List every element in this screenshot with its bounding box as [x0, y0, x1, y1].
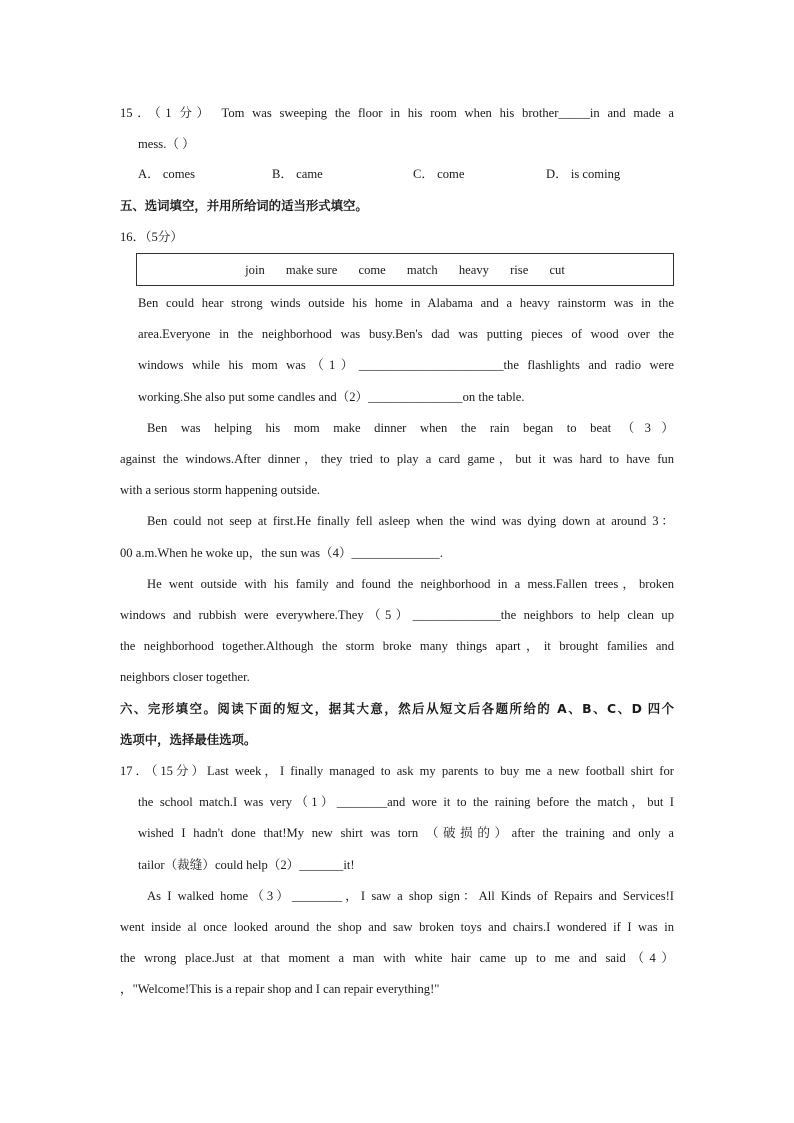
q16-passage-line: windows while his mom was（1）_______________________the flashlights and radio were [138, 358, 674, 372]
q16-passage-line: against the windows.After dinner，they tried to play a card game，but it was hard to have fun [120, 452, 674, 466]
word-bank-item: join [245, 263, 265, 277]
q16-passage-line: windows and rubbish were everywhere.They（5）______________the neighbors to help clean up [120, 608, 674, 622]
word-bank-box [136, 253, 674, 286]
q17-passage-line: the school match.I was very（1）________and wore it to the raining before the match，but I [138, 795, 674, 809]
q16-passage-line: Ben was helping his mom make dinner when the rain began to beat（3） [147, 421, 674, 435]
section-6-heading-line-2: 选项中，选择最佳选项。 [120, 732, 257, 747]
q16-passage-line: working.She also put some candles and（2）_______________on the table. [138, 390, 525, 404]
q16-passage-line: the neighborhood together.Although the storm broke many things apart，it brought families and [120, 639, 674, 653]
q17-passage-line: went inside al once looked around the shop and saw broken toys and chairs.I wondered if I was in [120, 920, 674, 934]
word-bank-item: heavy [458, 263, 489, 277]
q15-line-2: mess.（ ） [138, 137, 195, 151]
q16-passage-line: area.Everyone in the neighborhood was busy.Ben's dad was putting pieces of wood over the [138, 327, 674, 341]
word-bank [137, 261, 673, 279]
q16-passage-line: Ben could hear strong winds outside his home in Alabama and a heavy rainstorm was in the [138, 296, 674, 310]
q15-option-b: B． came [272, 167, 323, 181]
section-6-heading-line-1: 六、完形填空。阅读下面的短文，据其大意，然后从短文后各题所给的 A、B、C、D 四个 [120, 701, 674, 716]
q15-option-a: A． comes [138, 167, 196, 181]
word-bank-item: make sure [285, 263, 338, 277]
section-5-heading: 五、选词填空，并用所给词的适当形式填空。 [120, 198, 368, 213]
q17-passage-line: 17．（15分）Last week，I finally managed to ask my parents to buy me a new football shirt for [120, 764, 674, 778]
q17-passage-line: wished I hadn't done that!My new shirt was torn （破损的）after the training and only a [138, 826, 674, 840]
q16-passage-line: Ben could not seep at first.He finally fell asleep when the wind was dying down at around 3： [147, 514, 674, 528]
q17-passage-line: tailor（裁缝）could help（2）_______it! [138, 858, 355, 872]
q16-passage-line: with a serious storm happening outside. [120, 483, 321, 497]
q16-passage-line: 00 a.m.When he woke up，the sun was（4）______________. [120, 546, 443, 560]
q15-option-d: D． is coming [546, 167, 621, 181]
word-bank-item: come [358, 263, 386, 277]
word-bank-item: cut [549, 263, 565, 277]
q15-line-1: 15．（1 分） Tom was sweeping the floor in his room when his brother_____in and made a [120, 106, 674, 120]
q15-option-c: C． come [413, 167, 465, 181]
q17-passage-line: As I walked home（3）________，I saw a shop sign：All Kinds of Repairs and Services!I [147, 889, 674, 903]
q16-number: 16．（5分） [120, 230, 183, 244]
q17-passage-line: the wrong place.Just at that moment a man with white hair came up to me and said（4） [120, 951, 674, 965]
q16-passage-line: He went outside with his family and found the neighborhood in a mess.Fallen trees，broken [147, 577, 674, 591]
word-bank-item: match [406, 263, 438, 277]
word-bank-item: rise [510, 263, 529, 277]
q16-passage-line: neighbors closer together. [120, 670, 250, 684]
q17-passage-line: ，"Welcome!This is a repair shop and I can repair everything!" [120, 982, 440, 996]
